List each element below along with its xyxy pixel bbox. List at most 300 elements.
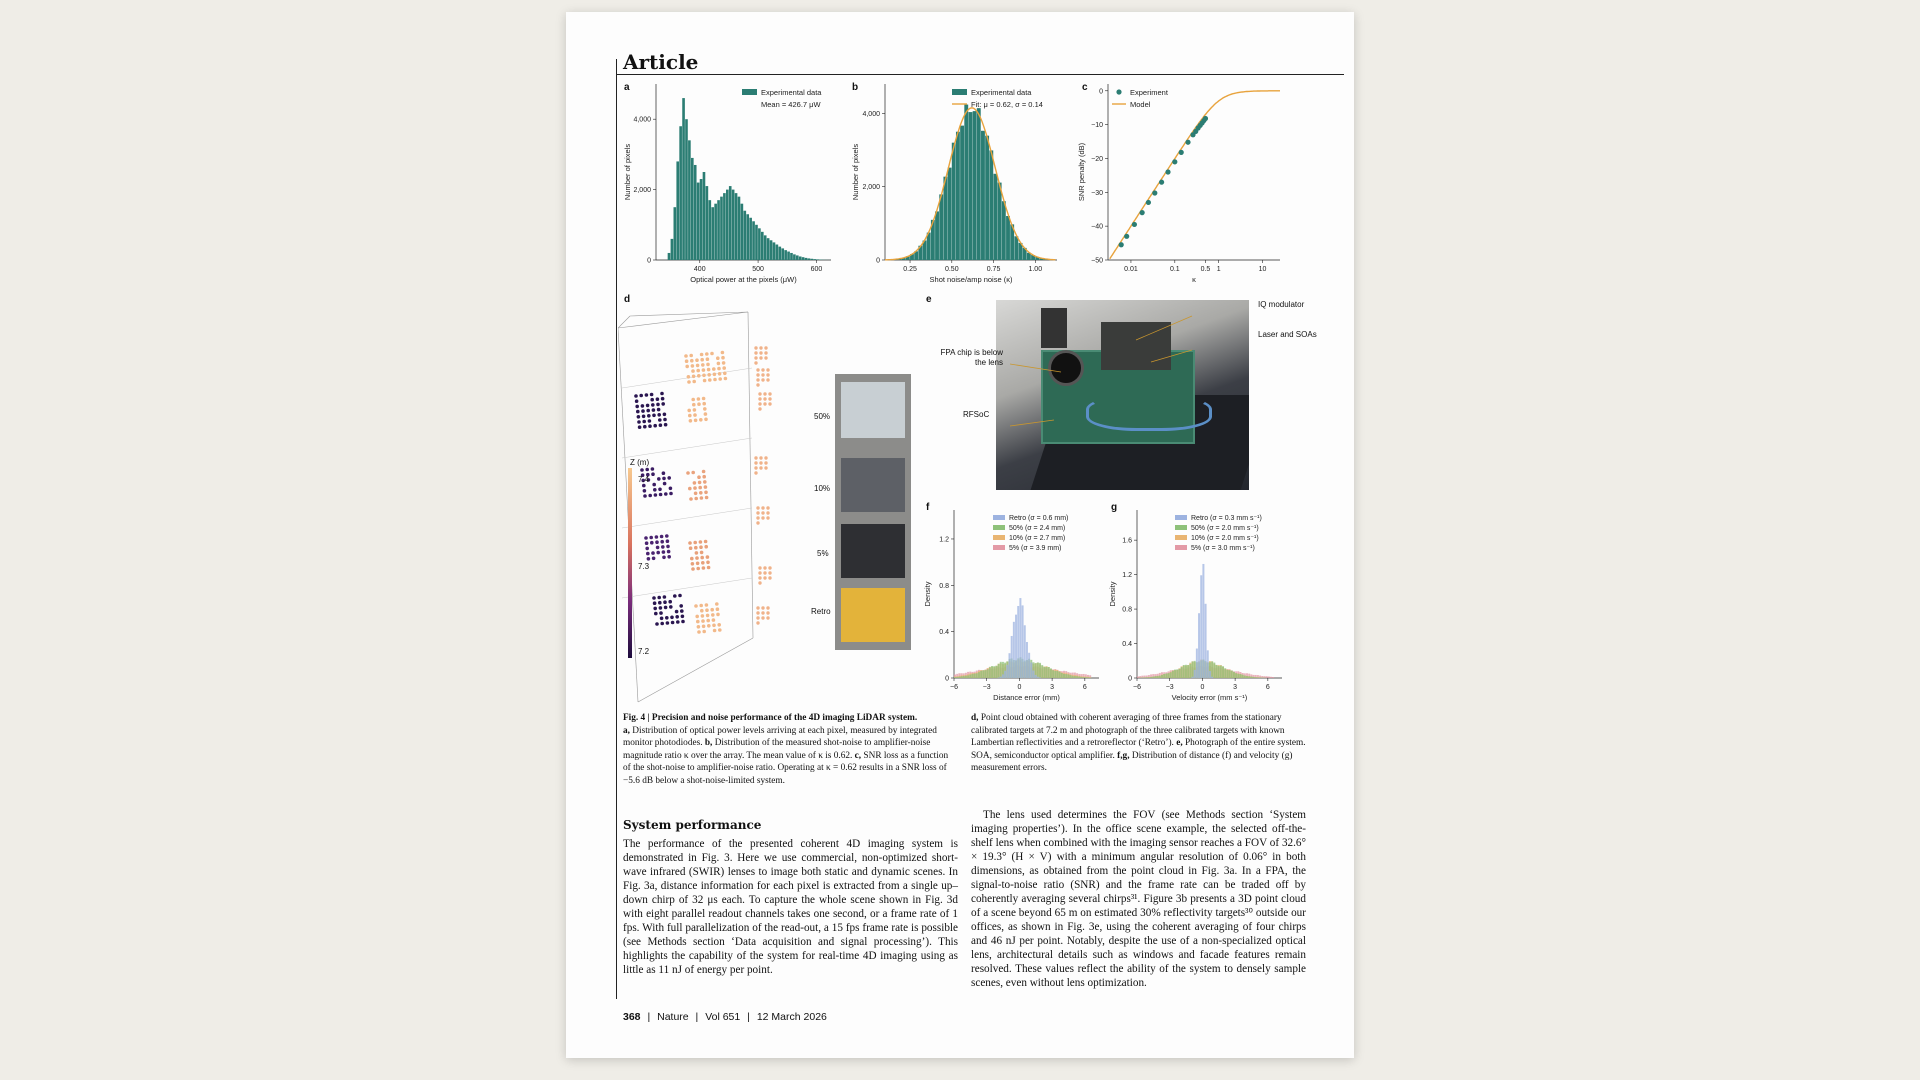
x-axis-label: κ: [1192, 275, 1196, 284]
point-cloud-dot: [723, 372, 727, 376]
point-cloud-dot: [756, 368, 759, 371]
histogram-bar: [1006, 665, 1008, 678]
point-cloud-dot: [667, 550, 671, 554]
point-cloud-dot: [695, 615, 699, 619]
point-cloud-dot: [673, 594, 677, 598]
histogram-bar: [1242, 675, 1244, 678]
point-cloud-dot: [756, 606, 759, 609]
y-tick-label: 0.8: [939, 582, 949, 590]
histogram-bar: [1205, 604, 1207, 678]
histogram-bar: [994, 174, 998, 260]
histogram-bar: [1168, 673, 1170, 678]
point-cloud-dot: [695, 358, 699, 362]
point-cloud-dot: [710, 352, 714, 356]
histogram-bar: [977, 108, 981, 260]
point-cloud-dot: [711, 613, 715, 617]
point-cloud-dot: [688, 414, 692, 418]
histogram-bar: [1268, 676, 1270, 678]
point-cloud-dot: [663, 595, 667, 599]
point-cloud-dot: [722, 361, 726, 365]
point-cloud-dot: [699, 491, 703, 495]
y-axis-label: Density: [923, 581, 932, 607]
point-cloud-dot: [705, 496, 709, 500]
legend-entry: 50% (σ = 2.4 mm): [1009, 525, 1066, 532]
point-cloud-dot: [659, 611, 663, 615]
histogram-bar: [752, 221, 755, 260]
histogram-bar: [989, 150, 993, 260]
point-cloud-dot: [666, 539, 670, 543]
point-cloud-dot: [701, 614, 705, 618]
histogram-bar: [1030, 663, 1032, 678]
histogram-bar: [1059, 672, 1061, 678]
point-cloud-dot: [705, 352, 709, 356]
target-5-tile: [841, 524, 905, 578]
point-cloud-dot: [702, 402, 706, 406]
figure-caption-right: [971, 712, 1306, 775]
point-cloud-dot: [663, 418, 667, 422]
histogram-bar: [1266, 676, 1268, 678]
caption-text: SNR loss as a function of the shot-noise to amplifier-noise ratio. Operating at κ = 0.62 results in a SNR loss of −5.6 dB below a shot-noise-limited system.: [623, 750, 949, 786]
y-axis-label: Density: [1108, 581, 1117, 607]
point-cloud-dot: [694, 497, 698, 501]
callout-rfsoc: RFSoC: [963, 410, 990, 419]
point-cloud-dot: [642, 415, 646, 419]
point-cloud-dot: [660, 617, 664, 621]
data-point: [1179, 150, 1184, 155]
point-cloud-dot: [654, 493, 658, 497]
legend-entry: Experimental data: [971, 88, 1032, 97]
histogram-bar: [967, 675, 969, 678]
histogram-bar: [711, 207, 714, 260]
histogram-bar: [703, 172, 706, 260]
histogram-bar: [1178, 669, 1180, 678]
histogram-bar: [952, 143, 956, 260]
point-cloud-dot: [700, 353, 704, 357]
point-cloud-dot: [661, 397, 665, 401]
y-tick-label: 4,000: [633, 116, 651, 124]
point-cloud-dot: [663, 413, 667, 417]
legend-entry: 5% (σ = 3.9 mm): [1009, 545, 1062, 552]
point-cloud-dot: [657, 596, 661, 600]
point-cloud-dot: [707, 624, 711, 628]
histogram-bar: [1259, 677, 1261, 678]
point-cloud-dot: [766, 611, 769, 614]
point-cloud-dot: [699, 545, 703, 549]
point-cloud-dot: [754, 346, 757, 349]
histogram-bar: [1237, 674, 1239, 678]
point-cloud-dot: [636, 410, 640, 414]
point-cloud-dot: [707, 368, 711, 372]
point-cloud-dot: [756, 506, 759, 509]
histogram-bar: [1257, 677, 1259, 678]
histogram-bar: [989, 667, 991, 678]
histogram-bar: [1002, 201, 1006, 260]
x-axis-label: Shot noise/amp noise (κ): [929, 275, 1013, 284]
grid-line: [622, 438, 752, 458]
histogram-bar: [1083, 677, 1085, 678]
y-tick-label: −50: [1091, 257, 1103, 265]
point-cloud-dot: [653, 607, 657, 611]
grid-line: [638, 638, 753, 702]
data-point: [1172, 159, 1177, 164]
histogram-bar: [1187, 665, 1189, 678]
legend-entry: 10% (σ = 2.7 mm): [1009, 535, 1066, 542]
point-cloud-dot: [764, 456, 767, 459]
y-tick-label: 1.2: [939, 536, 949, 544]
histogram-bar: [1013, 622, 1015, 678]
point-cloud-dot: [712, 367, 716, 371]
histogram-bar: [723, 193, 726, 260]
histogram-bar: [987, 669, 989, 678]
histogram-bar: [1224, 668, 1226, 678]
y-tick-label: 0: [1099, 88, 1103, 96]
histogram-bar: [764, 235, 767, 260]
histogram-bar: [1043, 667, 1045, 678]
histogram-bar: [1172, 671, 1174, 678]
histogram-bar: [1078, 677, 1080, 678]
section-heading: System performance: [623, 818, 762, 832]
data-point: [1146, 200, 1151, 205]
legend-entry: 10% (σ = 2.0 mm s⁻¹): [1191, 535, 1259, 542]
point-cloud-dot: [691, 398, 695, 402]
point-cloud-dot: [706, 555, 710, 559]
histogram-bar: [1070, 675, 1072, 678]
point-cloud-dot: [688, 487, 692, 491]
histogram-bar: [1061, 673, 1063, 678]
histogram-bar: [1272, 677, 1274, 678]
point-cloud-dot: [646, 409, 650, 413]
histogram-bar: [1017, 606, 1019, 678]
point-cloud-dot: [706, 619, 710, 623]
point-cloud-dot: [641, 404, 645, 408]
histogram-bar: [964, 105, 968, 260]
point-cloud-dot: [693, 486, 697, 490]
chart-a-optical-power-histogram: [616, 78, 859, 300]
histogram-bar: [1215, 665, 1217, 678]
point-cloud-dot: [655, 540, 659, 544]
point-cloud-dot: [637, 415, 641, 419]
legend-entry: 50% (σ = 2.0 mm s⁻¹): [1191, 525, 1259, 532]
point-cloud-dot: [761, 606, 764, 609]
point-cloud-dot: [691, 562, 695, 566]
point-cloud-dot: [706, 561, 710, 565]
point-cloud-dot: [702, 630, 706, 634]
panel-label-e: e: [926, 294, 932, 305]
point-cloud-dot: [754, 461, 757, 464]
histogram-bar: [814, 259, 817, 260]
point-cloud-dot: [665, 616, 669, 620]
callout-laser-soas: Laser and SOAs: [1258, 330, 1317, 339]
point-cloud-dot: [659, 606, 663, 610]
histogram-bar: [1152, 677, 1154, 678]
point-cloud-dot: [722, 366, 726, 370]
point-cloud-dot: [696, 567, 700, 571]
x-tick-label: 3: [1050, 684, 1055, 691]
point-cloud-dot: [717, 623, 721, 627]
point-cloud-dot: [766, 516, 769, 519]
point-cloud-dot: [667, 555, 671, 559]
histogram-bar: [1157, 676, 1159, 678]
point-cloud-dot: [764, 351, 767, 354]
histogram-bar: [668, 253, 671, 260]
footer-separator: |: [747, 1011, 750, 1023]
point-cloud-dot: [703, 480, 707, 484]
caption-label: d,: [971, 713, 979, 723]
figure-caption-left: [623, 712, 958, 788]
histogram-bar: [1163, 674, 1165, 678]
x-tick-label: 500: [752, 266, 764, 273]
point-cloud-dot: [763, 571, 766, 574]
x-tick-label: 600: [810, 266, 823, 273]
point-cloud-dot: [758, 576, 761, 579]
point-cloud-dot: [754, 351, 757, 354]
x-tick-label: 1: [1216, 266, 1221, 273]
point-cloud-dot: [756, 511, 759, 514]
point-cloud-dot: [697, 625, 701, 629]
chart-b-noise-ratio-histogram: [844, 78, 1084, 300]
point-cloud-dot: [649, 536, 653, 540]
histogram-bar: [1065, 674, 1067, 678]
point-cloud-dot: [645, 541, 649, 545]
point-cloud-dot: [656, 551, 660, 555]
point-cloud-dot: [704, 540, 708, 544]
point-cloud-dot: [643, 425, 647, 429]
point-cloud-dot: [675, 615, 679, 619]
histogram-bar: [963, 676, 965, 678]
data-point: [1165, 169, 1170, 174]
point-cloud-dot: [678, 594, 682, 598]
point-cloud-dot: [708, 378, 712, 382]
point-cloud-dot: [763, 566, 766, 569]
histogram-bar: [995, 666, 997, 678]
point-cloud-dot: [766, 506, 769, 509]
point-cloud-dot: [689, 497, 693, 501]
x-tick-label: 0.01: [1124, 266, 1138, 273]
caption-label: e,: [1176, 738, 1183, 749]
histogram-bar: [1022, 605, 1024, 678]
point-cloud-dot: [641, 409, 645, 413]
point-cloud-dot: [758, 566, 761, 569]
point-cloud-dot: [697, 374, 701, 378]
point-cloud-dot: [700, 358, 704, 362]
point-cloud-dot: [705, 603, 709, 607]
histogram-bar: [985, 136, 989, 260]
point-cloud-dot: [766, 373, 769, 376]
histogram-bar: [973, 111, 977, 260]
histogram-bar: [1213, 663, 1215, 678]
histogram-bar: [808, 258, 811, 260]
point-cloud-dot: [718, 377, 722, 381]
footer-separator: |: [695, 1011, 699, 1023]
point-cloud-dot: [701, 363, 705, 367]
point-cloud-dot: [703, 407, 707, 411]
histogram-bar: [1019, 598, 1021, 678]
histogram-bar: [1074, 676, 1076, 678]
point-cloud-dot: [704, 485, 708, 489]
point-cloud-dot: [768, 576, 771, 579]
point-cloud-dot: [686, 471, 690, 475]
histogram-bar: [1174, 670, 1176, 678]
histogram-bar: [758, 228, 761, 260]
legend-swatch: [993, 515, 1005, 520]
point-cloud-dot: [662, 477, 666, 481]
y-tick-label: 0.4: [1122, 641, 1132, 649]
point-cloud-dot: [664, 606, 668, 610]
point-cloud-dot: [768, 392, 771, 395]
histogram-bar: [1137, 676, 1139, 678]
histogram-bar: [1032, 671, 1034, 678]
point-cloud-dot: [679, 604, 683, 608]
histogram-bar: [1229, 670, 1231, 678]
retroreflector-tile: [841, 588, 905, 642]
legend-swatch: [1175, 525, 1187, 530]
point-cloud-dot: [689, 354, 693, 358]
point-cloud-dot: [702, 374, 706, 378]
volume: Vol 651: [705, 1011, 741, 1023]
histogram-bar: [691, 158, 694, 260]
histogram-bar: [799, 256, 802, 260]
histogram-bar: [1194, 670, 1196, 678]
point-cloud-dot: [662, 556, 666, 560]
y-tick-label: 0: [876, 257, 880, 265]
histogram-bar: [776, 245, 779, 260]
page-footer: [623, 1011, 827, 1023]
data-point: [1159, 180, 1164, 185]
point-cloud-dot: [655, 622, 659, 626]
point-cloud-dot: [693, 413, 697, 417]
histogram-bar: [706, 186, 709, 260]
point-cloud-dot: [754, 361, 757, 364]
point-cloud-dot: [660, 540, 664, 544]
point-cloud-dot: [761, 516, 764, 519]
histogram-bar: [738, 197, 741, 260]
point-cloud-dot: [651, 551, 655, 555]
point-cloud-dot: [653, 424, 657, 428]
grid-line: [622, 578, 752, 598]
point-cloud-dot: [645, 468, 649, 472]
point-cloud-dot: [697, 630, 701, 634]
point-cloud-dot: [697, 397, 701, 401]
histogram-bar: [671, 239, 674, 260]
histogram-bar: [1154, 676, 1156, 678]
histogram-bar: [1039, 677, 1041, 678]
histogram-bar: [974, 674, 976, 678]
histogram-bar: [993, 666, 995, 678]
histogram-bar: [784, 250, 787, 260]
histogram-bar: [1006, 216, 1010, 260]
point-cloud-dot: [693, 408, 697, 412]
x-tick-label: 400: [693, 266, 706, 273]
legend-swatch: [742, 89, 757, 95]
point-cloud-dot: [706, 363, 710, 367]
point-cloud-dot: [669, 487, 673, 491]
point-cloud-dot: [754, 456, 757, 459]
point-cloud-dot: [688, 541, 692, 545]
point-cloud-dot: [669, 492, 673, 496]
histogram-bar: [1011, 636, 1013, 678]
caption-title: Fig. 4 | Precision and noise performance of the 4D imaging LiDAR system.: [623, 713, 918, 723]
legend-swatch: [1175, 535, 1187, 540]
point-cloud-dot: [707, 373, 711, 377]
histogram-bar: [958, 677, 960, 678]
grid-line: [618, 316, 630, 328]
point-cloud-dot: [718, 372, 722, 376]
histogram-bar: [1211, 677, 1213, 678]
x-axis-label: Velocity error (mm s⁻¹): [1171, 693, 1248, 702]
point-cloud-dot: [717, 367, 721, 371]
chart-f-distance-error: [918, 506, 1108, 716]
histogram-bar: [1222, 666, 1224, 678]
histogram-bar: [1085, 677, 1087, 678]
point-cloud-dot: [666, 545, 670, 549]
point-cloud-dot: [657, 408, 661, 412]
point-cloud-dot: [766, 606, 769, 609]
point-cloud-dot: [704, 418, 708, 422]
point-cloud-dot: [766, 368, 769, 371]
point-cloud-dot: [685, 359, 689, 363]
point-cloud-dot: [704, 412, 708, 416]
histogram-bar: [1220, 666, 1222, 678]
histogram-bar: [793, 254, 796, 260]
point-cloud-dot: [651, 403, 655, 407]
caption-text: Distribution of optical power levels arriving at each pixel, measured by integrated monitor photodiodes.: [623, 725, 937, 749]
histogram-bar: [1165, 673, 1167, 678]
point-cloud-dot: [643, 494, 647, 498]
point-cloud-dot: [684, 354, 688, 358]
y-axis-label: Number of pixels: [623, 143, 632, 201]
x-tick-label: 0.50: [944, 266, 959, 273]
target-label-5: 5%: [817, 549, 829, 558]
callout-lines: [966, 302, 1286, 442]
histogram-bar: [1218, 666, 1220, 678]
histogram-bar: [746, 214, 749, 260]
point-cloud-dot: [702, 625, 706, 629]
point-cloud-dot: [702, 566, 706, 570]
point-cloud-dot: [696, 364, 700, 368]
chart-c-snr-penalty: [1074, 78, 1314, 300]
panel-label-g: g: [1111, 502, 1118, 513]
x-tick-label: −6: [1133, 684, 1141, 691]
target-label-50: 50%: [814, 412, 831, 421]
point-cloud-dot: [657, 413, 661, 417]
y-tick-label: 1.6: [1122, 537, 1132, 545]
point-cloud-dot: [693, 481, 697, 485]
point-cloud-dot: [660, 622, 664, 626]
y-tick-label: 0: [945, 675, 949, 683]
caption-label: c,: [854, 750, 862, 761]
point-cloud-dot: [754, 356, 757, 359]
point-cloud-dot: [699, 418, 703, 422]
point-cloud-dot: [694, 604, 698, 608]
point-cloud-dot: [699, 540, 703, 544]
point-cloud-dot: [652, 414, 656, 418]
histogram-bar: [787, 252, 790, 260]
histogram-bar: [1231, 671, 1233, 678]
histogram-bar: [717, 200, 720, 260]
colorbar-label: Z (m): [630, 458, 650, 467]
histogram-bar: [1246, 676, 1248, 678]
point-cloud-dot: [756, 516, 759, 519]
data-point: [1124, 234, 1129, 239]
point-cloud-dot: [692, 403, 696, 407]
target-label-10: 10%: [814, 484, 831, 493]
point-cloud-dot: [689, 419, 693, 423]
legend-entry: Experimental data: [761, 88, 822, 97]
point-cloud-dot: [716, 607, 720, 611]
data-point: [1119, 242, 1124, 247]
y-tick-label: 0.4: [939, 629, 949, 637]
point-cloud-dot: [690, 359, 694, 363]
